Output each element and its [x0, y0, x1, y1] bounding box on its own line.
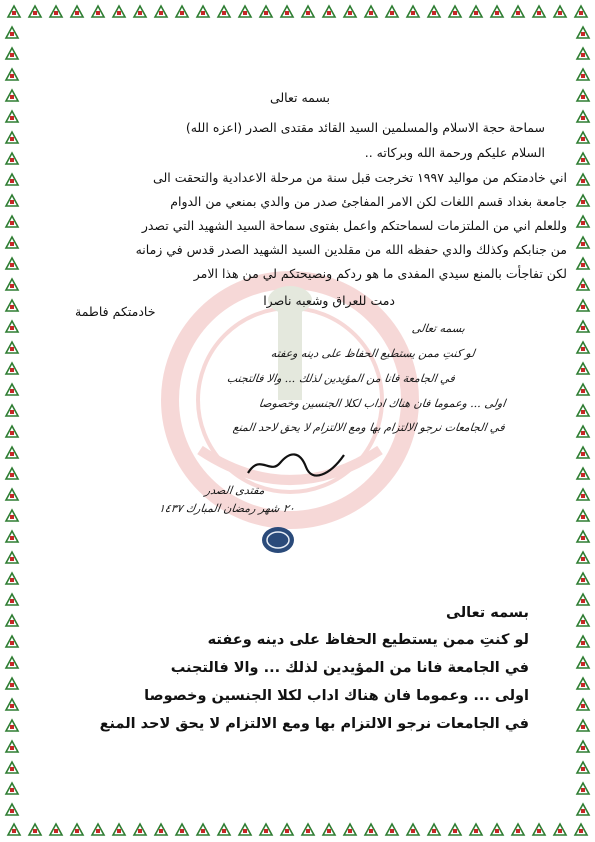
- border-ornament-dot: [222, 11, 226, 15]
- border-ornament-dot: [243, 829, 247, 833]
- handwritten-line: اولى ... وعموما فان هناك اداب لكلا الجنسين وخصوصا: [257, 397, 506, 410]
- border-ornament-dot: [579, 829, 583, 833]
- border-ornament-dot: [581, 410, 585, 414]
- border-ornament-dot: [264, 829, 268, 833]
- letter-body-line: من جنابكم وكذلك والدي حفظه الله من مقلدين السيد الشهيد الصدر قدس في زمانه: [135, 242, 567, 257]
- border-ornament-dot: [10, 431, 14, 435]
- border-ornament-dot: [581, 32, 585, 36]
- handwritten-line: في الجامعات نرجو الالتزام بها ومع الالتزام لا يحق لاحد المنع: [232, 421, 506, 434]
- border-ornament-dot: [348, 829, 352, 833]
- border-ornament-dot: [264, 11, 268, 15]
- border-ornament-dot: [581, 347, 585, 351]
- border-ornament-dot: [581, 95, 585, 99]
- border-ornament-dot: [201, 11, 205, 15]
- border-ornament-dot: [285, 11, 289, 15]
- border-ornament-dot: [10, 641, 14, 645]
- transcription-line: في الجامعات نرجو الالتزام بها ومع الالتزام لا يحق لاحد المنع: [99, 716, 529, 732]
- border-ornament-dot: [495, 829, 499, 833]
- border-ornament-dot: [10, 305, 14, 309]
- border-ornament-dot: [537, 11, 541, 15]
- border-ornament-dot: [10, 809, 14, 813]
- border-ornament-dot: [10, 74, 14, 78]
- border-ornament-dot: [390, 11, 394, 15]
- handwritten-heading: بسمه تعالى: [411, 322, 466, 335]
- border-ornament-dot: [581, 137, 585, 141]
- letter-body-line: جامعة بغداد قسم اللغات لكن الامر المفاجئ صدر من والدي بمنعي من الدوام: [170, 194, 567, 209]
- border-ornament-dot: [581, 389, 585, 393]
- border-ornament-dot: [432, 829, 436, 833]
- border-ornament-dot: [96, 829, 100, 833]
- border-ornament-dot: [10, 263, 14, 267]
- border-ornament-dot: [10, 179, 14, 183]
- border-ornament-dot: [10, 389, 14, 393]
- border-ornament-dot: [306, 11, 310, 15]
- border-ornament-dot: [306, 829, 310, 833]
- border-ornament-dot: [581, 305, 585, 309]
- transcription-line: في الجامعة فانا من المؤيدين لذلك ... والا فالتجنب: [170, 660, 529, 676]
- border-ornament-dot: [10, 788, 14, 792]
- border-ornament-dot: [581, 263, 585, 267]
- transcription-line: اولى ... وعموما فان هناك اداب لكلا الجنسين وخصوصا: [144, 688, 529, 704]
- border-ornament-dot: [474, 829, 478, 833]
- border-ornament-dot: [581, 53, 585, 57]
- border-ornament-dot: [10, 599, 14, 603]
- border-ornament-dot: [54, 829, 58, 833]
- reply-date: ٢٠ شهر رمضان المبارك ١٤٣٧: [158, 502, 296, 515]
- border-ornament-dot: [75, 11, 79, 15]
- border-ornament-dot: [411, 11, 415, 15]
- border-ornament-dot: [10, 242, 14, 246]
- border-ornament-dot: [432, 11, 436, 15]
- border-ornament-dot: [10, 326, 14, 330]
- border-ornament-dot: [180, 11, 184, 15]
- border-ornament-dot: [390, 829, 394, 833]
- border-ornament-dot: [10, 200, 14, 204]
- letter-signature: خادمتكم فاطمة: [75, 304, 156, 319]
- border-ornament-dot: [581, 431, 585, 435]
- letter-body-line: لكن تفاجأت بالمنع سيدي المفدى ما هو ردكم ونصيحتكم لي من هذا الامر: [193, 266, 567, 281]
- border-ornament-dot: [10, 32, 14, 36]
- border-ornament-dot: [474, 11, 478, 15]
- border-ornament-dot: [581, 158, 585, 162]
- border-ornament-dot: [327, 11, 331, 15]
- border-ornament-dot: [453, 11, 457, 15]
- border-ornament-dot: [453, 829, 457, 833]
- letter-heading: بسمه تعالى: [269, 90, 331, 105]
- border-ornament-dot: [581, 284, 585, 288]
- border-ornament-dot: [138, 11, 142, 15]
- border-ornament-dot: [117, 829, 121, 833]
- border-ornament-dot: [10, 221, 14, 225]
- border-ornament-dot: [10, 536, 14, 540]
- border-ornament-dot: [10, 473, 14, 477]
- border-ornament-dot: [117, 11, 121, 15]
- border-ornament-dot: [243, 11, 247, 15]
- border-ornament-dot: [10, 683, 14, 687]
- border-ornament-dot: [33, 11, 37, 15]
- border-ornament-dot: [581, 704, 585, 708]
- border-ornament-dot: [10, 620, 14, 624]
- border-ornament-dot: [75, 829, 79, 833]
- letter-body-line: اني خادمتكم من مواليد ١٩٩٧ تخرجت قبل سنة من مرحلة الاعدادية والتحقت الى: [153, 170, 567, 185]
- border-ornament-dot: [348, 11, 352, 15]
- border-ornament-dot: [581, 767, 585, 771]
- border-ornament-dot: [12, 829, 16, 833]
- border-ornament-dot: [327, 829, 331, 833]
- border-ornament-dot: [581, 242, 585, 246]
- border-ornament-dot: [581, 620, 585, 624]
- border-ornament-dot: [581, 179, 585, 183]
- border-ornament-dot: [581, 494, 585, 498]
- border-ornament-dot: [581, 326, 585, 330]
- border-ornament-dot: [581, 725, 585, 729]
- border-ornament-dot: [10, 53, 14, 57]
- border-ornament-dot: [558, 829, 562, 833]
- border-ornament-dot: [10, 452, 14, 456]
- border-ornament-dot: [138, 829, 142, 833]
- handwritten-line: في الجامعة فانا من المؤيدين لذلك ... والا فالتجنب: [226, 372, 456, 385]
- letter-greeting: السلام عليكم ورحمة الله وبركاته ..: [364, 145, 545, 160]
- border-ornament-dot: [516, 11, 520, 15]
- border-ornament-dot: [581, 200, 585, 204]
- border-ornament-dot: [581, 746, 585, 750]
- border-ornament-dot: [581, 683, 585, 687]
- border-ornament-dot: [10, 578, 14, 582]
- border-ornament-dot: [581, 368, 585, 372]
- border-ornament-dot: [10, 368, 14, 372]
- border-ornament-dot: [579, 11, 583, 15]
- border-ornament-dot: [201, 829, 205, 833]
- border-ornament-dot: [411, 829, 415, 833]
- border-ornament-dot: [581, 788, 585, 792]
- border-ornament-dot: [180, 829, 184, 833]
- border-ornament-dot: [10, 494, 14, 498]
- border-ornament-dot: [369, 829, 373, 833]
- border-ornament-dot: [495, 11, 499, 15]
- border-ornament-dot: [581, 74, 585, 78]
- signature-name: مقتدى الصدر: [204, 484, 266, 497]
- border-ornament-dot: [581, 662, 585, 666]
- border-ornament-dot: [10, 137, 14, 141]
- border-ornament-dot: [516, 829, 520, 833]
- border-ornament-dot: [10, 704, 14, 708]
- handwritten-line: لو كنتِ ممن يستطيع الحفاظ على دينه وعفته: [270, 347, 476, 360]
- border-ornament-dot: [96, 11, 100, 15]
- border-ornament-dot: [10, 515, 14, 519]
- border-ornament-dot: [10, 347, 14, 351]
- border-ornament-dot: [10, 410, 14, 414]
- border-ornament-dot: [581, 557, 585, 561]
- border-ornament-dot: [581, 116, 585, 120]
- border-ornament-dot: [581, 515, 585, 519]
- border-ornament-dot: [581, 536, 585, 540]
- border-ornament-dot: [369, 11, 373, 15]
- border-ornament-dot: [10, 746, 14, 750]
- letter-closing: دمت للعراق وشعبه ناصرا: [263, 293, 395, 308]
- border-ornament-dot: [10, 116, 14, 120]
- transcription-heading: بسمه تعالى: [446, 605, 529, 621]
- handwritten-signature: [240, 445, 350, 485]
- border-ornament-dot: [10, 158, 14, 162]
- border-ornament-dot: [159, 11, 163, 15]
- border-ornament-dot: [10, 284, 14, 288]
- border-ornament-dot: [12, 11, 16, 15]
- border-ornament-dot: [581, 641, 585, 645]
- border-ornament-dot: [581, 473, 585, 477]
- border-ornament-dot: [159, 829, 163, 833]
- border-ornament-dot: [581, 452, 585, 456]
- border-ornament-dot: [10, 557, 14, 561]
- border-ornament-dot: [33, 829, 37, 833]
- border-ornament-dot: [54, 11, 58, 15]
- border-ornament-dot: [10, 662, 14, 666]
- border-ornament-dot: [558, 11, 562, 15]
- transcription-line: لو كنتِ ممن يستطيع الحفاظ على دينه وعفته: [207, 632, 529, 648]
- office-stamp: [260, 525, 296, 555]
- border-ornament-dot: [10, 95, 14, 99]
- border-ornament-dot: [222, 829, 226, 833]
- border-ornament-dot: [581, 221, 585, 225]
- border-ornament-dot: [285, 829, 289, 833]
- border-ornament-dot: [581, 809, 585, 813]
- border-ornament-dot: [10, 767, 14, 771]
- letter-address: سماحة حجة الاسلام والمسلمين السيد القائد مقتدى الصدر (اعزه الله): [185, 120, 545, 135]
- border-ornament-dot: [581, 578, 585, 582]
- border-ornament-dot: [581, 599, 585, 603]
- letter-body-line: وللعلم اني من الملتزمات لسماحتكم واعمل بفتوى سماحة السيد الشهيد التي تصدر: [141, 218, 567, 233]
- border-ornament-dot: [10, 725, 14, 729]
- border-ornament-dot: [537, 829, 541, 833]
